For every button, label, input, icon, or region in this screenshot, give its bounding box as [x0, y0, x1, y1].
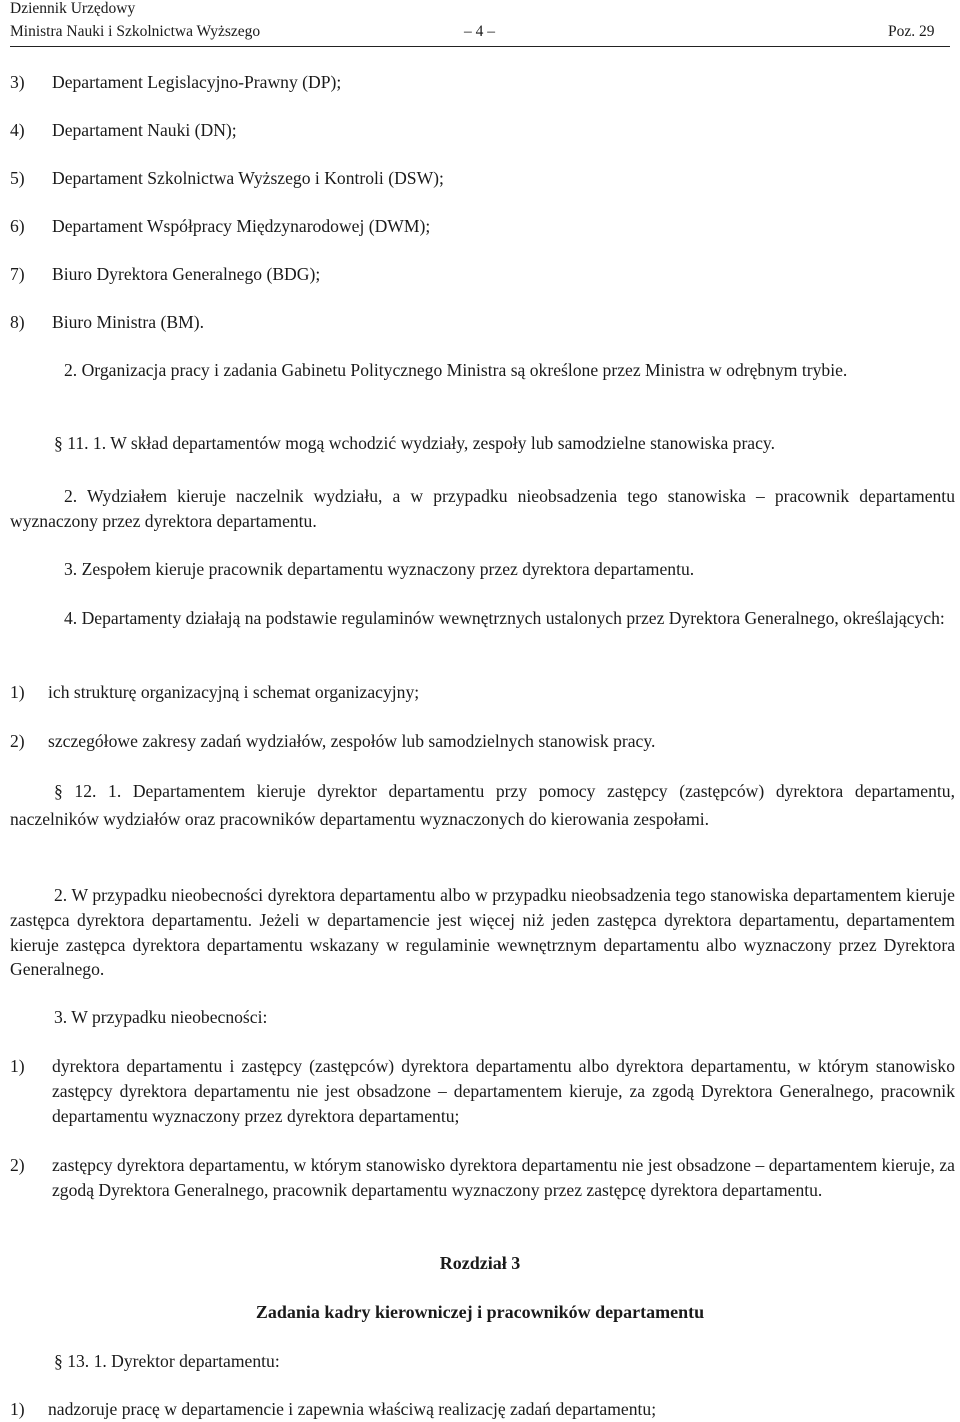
list-item-text: dyrektora departamentu i zastępcy (zastępców) dyrektora departamentu albo dyrektora departamentu, w którym stanowisko zastępcy dyrektora departamentu nie jest obsadzone – departamentem kieruje, za zgodą Dyrektora Generalnego, pracownik departamentu wyznaczony przez dyrektora departamentu;: [52, 1056, 955, 1126]
chapter-title: Zadania kadry kierowniczej i pracowników departamentu: [255, 1302, 705, 1322]
list-item: [10, 262, 955, 287]
list-item: [10, 1397, 955, 1422]
paragraph-11-3: 3. Zespołem kieruje pracownik departamentu wyznaczony przez dyrektora departamentu.: [64, 559, 695, 579]
paragraph-11-2: 2. Wydziałem kieruje naczelnik wydziału, a w przypadku nieobsadzenia tego stanowiska – pracownik departamentu wyznaczony przez dyrektora departamentu.: [10, 486, 955, 531]
list-item-text: Departament Nauki (DN);: [52, 120, 237, 140]
list-item-text: szczegółowe zakresy zadań wydziałów, zespołów lub samodzielnych stanowisk pracy.: [48, 731, 656, 751]
list-item: [10, 729, 955, 754]
list-item: [10, 310, 955, 335]
paragraph-12-1: § 12. 1. Departamentem kieruje dyrektor departamentu przy pomocy zastępcy (zastępców) dyrektora departamentu, naczelników wydziałów oraz pracowników departamentu wyznaczonych do kierowania zespołami.: [10, 781, 955, 829]
position-number: Poz. 29: [888, 23, 935, 40]
list-item-number: 6): [10, 216, 25, 236]
list-item-text: zastępcy dyrektora departamentu, w którym stanowisko dyrektora departamentu nie jest obsadzone – departamentem kieruje, za zgodą Dyrektora Generalnego, pracownik departamentu wyznaczony przez zastępcę dyrektora departamentu.: [52, 1155, 955, 1200]
list-item: [10, 166, 955, 191]
list-item: [10, 70, 955, 95]
list-item-text: Biuro Dyrektora Generalnego (BDG);: [52, 264, 321, 284]
paragraph-13-1: § 13. 1. Dyrektor departamentu:: [54, 1351, 280, 1371]
list-item-text: ich strukturę organizacyjną i schemat organizacyjny;: [48, 682, 420, 702]
list-item-number: 2): [10, 1155, 25, 1175]
journal-title-line1: Dziennik Urzędowy: [10, 0, 136, 17]
paragraph-11-1: § 11. 1. W skład departamentów mogą wchodzić wydziały, zespoły lub samodzielne stanowiska pracy.: [54, 433, 775, 453]
list-item-text: Departament Szkolnictwa Wyższego i Kontroli (DSW);: [52, 168, 444, 188]
list-item: [10, 1054, 955, 1129]
list-item-number: 1): [10, 1056, 25, 1076]
page-number: – 4 –: [464, 23, 495, 40]
list-item-number: 1): [10, 682, 25, 702]
list-item: [10, 1153, 955, 1228]
list-item-number: 8): [10, 312, 25, 332]
list-item-number: 4): [10, 120, 25, 140]
list-item: [10, 680, 955, 705]
list-item-number: 1): [10, 1399, 25, 1419]
journal-title-line2: Ministra Nauki i Szkolnictwa Wyższego: [10, 23, 261, 40]
list-item-text: Departament Legislacyjno-Prawny (DP);: [52, 72, 342, 92]
paragraph-12-2: 2. W przypadku nieobecności dyrektora departamentu albo w przypadku nieobsadzenia tego stanowiska departamentem kieruje zastępca dyrektora departamentu. Jeżeli w departamencie jest więcej niż jeden zastępca dyrektora departamentu, departamentem kieruje zastępca dyrektora departamentu wskazany w regulaminie wewnętrznym departamentu albo wyznaczony przez Dyrektora Generalnego.: [10, 885, 955, 980]
paragraph-10-2: 2. Organizacja pracy i zadania Gabinetu Politycznego Ministra są określone przez Ministra w odrębnym trybie.: [64, 360, 848, 380]
list-item-text: Biuro Ministra (BM).: [52, 312, 204, 332]
list-item-number: 7): [10, 264, 25, 284]
chapter-heading: Rozdział 3: [439, 1253, 521, 1273]
list-item-number: 2): [10, 731, 25, 751]
list-item-number: 3): [10, 72, 25, 92]
list-item: [10, 214, 955, 239]
list-item-text: Departament Współpracy Międzynarodowej (DWM);: [52, 216, 431, 236]
paragraph-12-3: 3. W przypadku nieobecności:: [54, 1007, 268, 1027]
list-item-number: 5): [10, 168, 25, 188]
list-item: [10, 118, 955, 143]
list-item-text: nadzoruje pracę w departamencie i zapewnia właściwą realizację zadań departamentu;: [48, 1399, 657, 1419]
header-rule: [10, 46, 950, 47]
paragraph-11-4: 4. Departamenty działają na podstawie regulaminów wewnętrznych ustalonych przez Dyrektora Generalnego, określających:: [64, 608, 945, 628]
